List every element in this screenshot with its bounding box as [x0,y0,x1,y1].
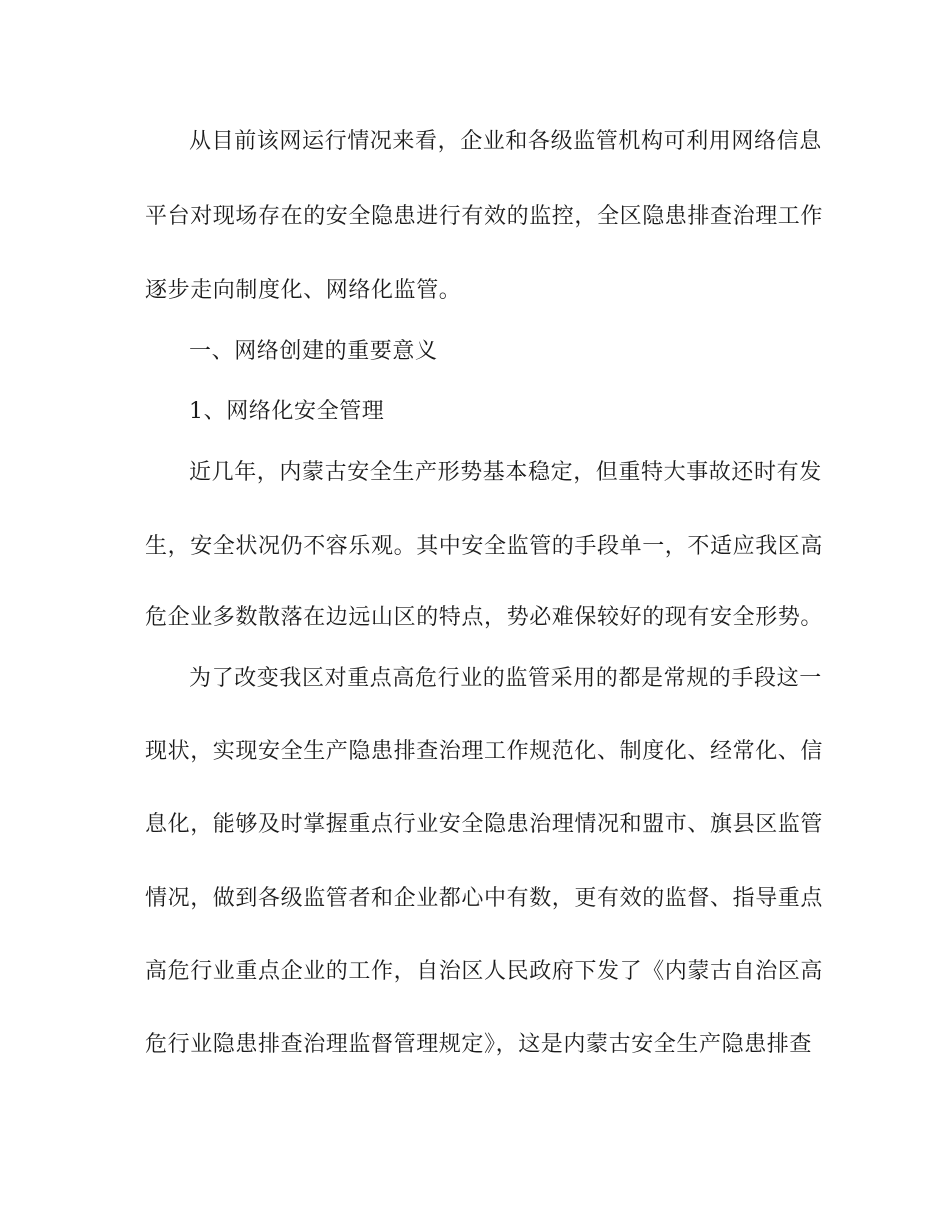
paragraph-3-line-3: 息化，能够及时掌握重点行业安全隐患治理情况和盟市、旗县区监管 [145,812,824,837]
paragraph-3-line-5: 高危行业重点企业的工作，自治区人民政府下发了《内蒙古自治区高 [145,959,824,984]
paragraph-3-line-6: 危行业隐患排查治理监督管理规定》，这是内蒙古安全生产隐患排查 [145,1032,813,1057]
paragraph-1-line-2: 平台对现场存在的安全隐患进行有效的监控，全区隐患排查治理工作 [145,204,824,229]
paragraph-3-line-2: 现状，实现安全生产隐患排查治理工作规范化、制度化、经常化、信 [145,739,824,764]
paragraph-2-line-1: 近几年，内蒙古安全生产形势基本稳定，但重特大事故还时有发 [189,460,822,485]
subsection-heading: 1、网络化安全管理 [189,399,385,424]
paragraph-2-line-2: 生，安全状况仍不容乐观。其中安全监管的手段单一，不适应我区高 [145,534,824,559]
paragraph-1-line-3: 逐步走向制度化、网络化监管。 [145,278,462,303]
paragraph-1-line-1: 从目前该网运行情况来看，企业和各级监管机构可利用网络信息 [189,129,822,154]
section-heading: 一、网络创建的重要意义 [189,339,438,364]
paragraph-2-line-3: 危企业多数散落在边远山区的特点，势必难保较好的现有安全形势。 [145,605,824,630]
paragraph-3-line-4: 情况，做到各级监管者和企业都心中有数，更有效的监督、指导重点 [145,886,824,911]
paragraph-3-line-1: 为了改变我区对重点高危行业的监管采用的都是常规的手段这一 [189,666,822,691]
